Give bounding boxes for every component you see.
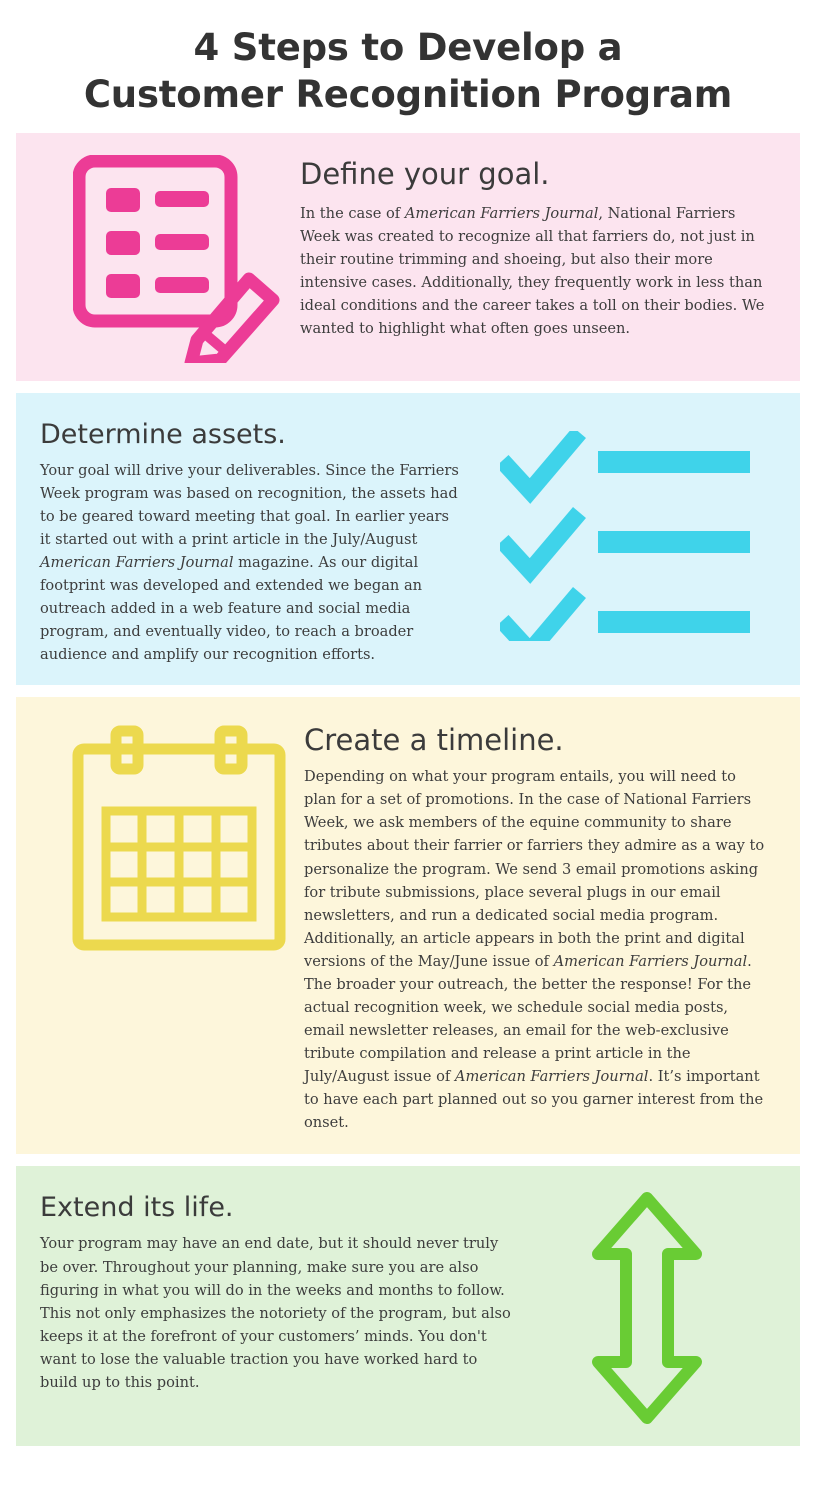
section-body-goal: In the case of American Farriers Journal, National Farriers Week was created to recognize all that farriers do, not just in their routine trimming and shoeing, but also their more intensive cases. Additionally, they frequently work in less than ideal conditions and the career takes a toll on their bodies. We wanted to highlight what often goes unseen. (300, 204, 765, 337)
up-down-arrow-icon (592, 1192, 702, 1424)
section-text-extend (16, 1166, 532, 1412)
section-define-your-goal (16, 133, 800, 381)
section-text-assets (16, 393, 480, 685)
section-create-a-timeline (16, 697, 800, 1155)
section-heading-assets: Determine assets. (40, 418, 286, 450)
section-art-extend (532, 1166, 800, 1424)
section-heading-goal: Define your goal. (300, 156, 550, 191)
page-title-block (0, 0, 816, 133)
section-heading-extend: Extend its life. (40, 1192, 234, 1224)
page-title (30, 24, 786, 119)
section-art-timeline (16, 697, 304, 951)
section-body-extend: Your program may have an end date, but it should never truly be over. Throughout your planning, make sure you are also figuring in what you will do in the weeks and months to follow. This not only emphasizes the notoriety of the program, but also keeps it at the forefront of your customers’ minds. You don't want to lose the valuable traction you have worked hard to build up to this point. (40, 1235, 511, 1391)
section-text-goal (300, 133, 800, 356)
section-text-timeline (304, 697, 800, 1155)
checklist-icon (500, 431, 750, 641)
section-art-assets (480, 393, 800, 641)
section-art-goal (16, 133, 300, 363)
section-extend-its-life (16, 1166, 800, 1446)
calendar-icon (72, 723, 286, 951)
page-title-line-1: 4 Steps to Develop a (193, 26, 623, 69)
section-body-assets: Your goal will drive your deliverables. Since the Farriers Week program was based on recognition, the assets had to be geared toward meeting that goal. In earlier years it started out with a print article in the July/August American Farriers Journal magazine. As our digital footprint was developed and extended we began an outreach added in a web feature and social media program, and eventually video, to reach a broader audience and amplify our recognition efforts. (40, 462, 459, 664)
section-determine-assets (16, 393, 800, 685)
section-body-timeline: Depending on what your program entails, you will need to plan for a set of promotions. In the case of National Farriers Week, we ask members of the equine community to share tributes about their farrier or farriers they admire as a way to personalize the program. We send 3 email promotions asking for tribute submissions, place several plugs in our email newsletters, and run a dedicated social media program. Additionally, an article appears in both the print and digital versions of the May/June issue of American Farriers Journal. The broader your outreach, the better the response! For the actual recognition week, we schedule social media posts, email newsletter releases, an email for the web-exclusive tribute compilation and release a print article in the July/August issue of American Farriers Journal. It’s important to have each part planned out so you garner interest from the onset. (304, 768, 765, 1132)
page-title-line-2: Customer Recognition Program (83, 73, 733, 117)
clipboard-pencil-icon (73, 155, 281, 363)
section-heading-timeline: Create a timeline. (304, 722, 564, 757)
